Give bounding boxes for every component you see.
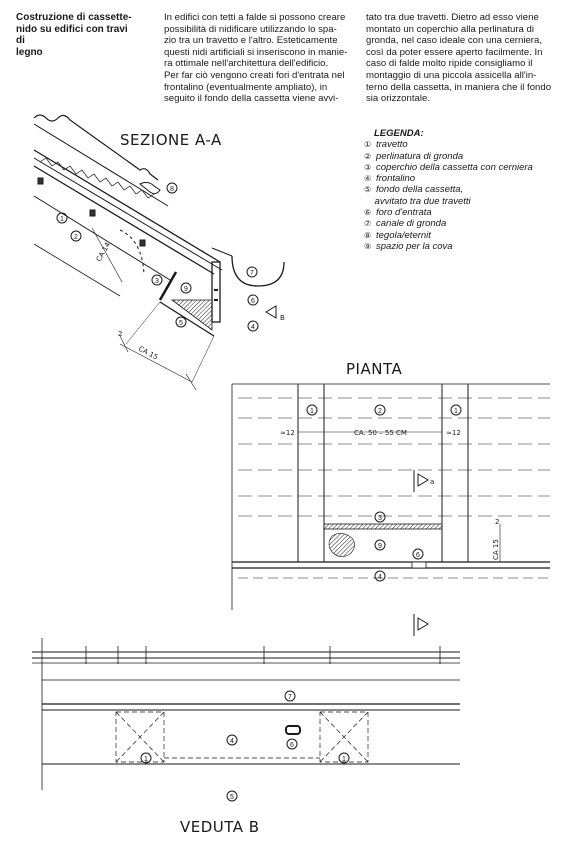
legend-number: ⑥ bbox=[364, 208, 372, 218]
plan-entrance bbox=[412, 562, 426, 568]
legend-number: ⑨ bbox=[364, 241, 372, 251]
text-line: zio tra un travetto e l'altro. Esteticamente bbox=[164, 35, 338, 47]
section-arrow-a-bottom bbox=[418, 618, 428, 630]
text-line: gronda, nel caso ideale con una cerniera, bbox=[366, 35, 543, 47]
legend-number: ⑧ bbox=[364, 230, 372, 240]
text-line: montaggio di una piccola assicella all'in- bbox=[366, 69, 537, 81]
view-marker-5: 5 bbox=[230, 794, 234, 801]
marker-9: 9 bbox=[184, 286, 188, 293]
section-drawing bbox=[34, 115, 285, 390]
dim-mid: CA. 50 – 55 CM bbox=[354, 429, 407, 437]
plan-drawing bbox=[232, 360, 550, 636]
legend-text: foro d'entrata bbox=[376, 207, 432, 219]
text-line: sia orizzontale. bbox=[366, 93, 430, 105]
text-line: ra ottimale nell'architettura dell'edificio. bbox=[164, 58, 329, 70]
section-markers bbox=[57, 183, 258, 331]
legend-text: spazio per la cova bbox=[376, 240, 453, 252]
plan-section-a: a bbox=[430, 478, 435, 486]
text-line: questi nidi artificiali si inseriscono in manie- bbox=[164, 46, 348, 58]
plan-dim-2: 2 bbox=[495, 518, 500, 526]
plan-marker-3: 3 bbox=[378, 515, 382, 522]
heading-line: Costruzione di cassette- bbox=[16, 12, 132, 23]
legend-text: fondo della cassetta, avvitato tra due travetti bbox=[374, 184, 471, 207]
text-line: montato un coperchio alla perlinatura di bbox=[366, 23, 534, 35]
legend-text: frontalino bbox=[376, 173, 416, 185]
legend-number: ④ bbox=[364, 174, 372, 184]
plan-dim-ca15: CA 15 bbox=[492, 539, 500, 560]
gutter bbox=[232, 256, 284, 286]
legend-number: ⑦ bbox=[364, 219, 372, 229]
view-entrance bbox=[286, 726, 300, 734]
dim-ca15: CA 15 bbox=[137, 344, 160, 362]
marker-5: 5 bbox=[179, 320, 183, 327]
view-marker-1b: 1 bbox=[342, 756, 346, 763]
marker-6: 6 bbox=[251, 298, 255, 305]
marker-4: 4 bbox=[251, 324, 255, 331]
heading-line: nido su edifici con travi di bbox=[16, 23, 128, 46]
dim-ca14: CA 14 bbox=[94, 240, 113, 263]
dashed-arc bbox=[120, 230, 144, 274]
plan-marker-1a: 1 bbox=[310, 408, 314, 415]
text-line: possibilità di nidificare utilizzando lo spa- bbox=[164, 23, 337, 35]
legend-number: ② bbox=[364, 151, 372, 161]
plan-nest bbox=[329, 533, 355, 556]
view-markers bbox=[141, 691, 349, 801]
legend-number: ⑤ bbox=[364, 185, 372, 195]
text-line: caso di falde molto ripide consigliamo il bbox=[366, 58, 533, 70]
legend-text: canale di gronda bbox=[376, 218, 447, 230]
text-line: Per far ciò vengono creati fori d'entrata nel bbox=[164, 69, 345, 81]
legend-number: ① bbox=[364, 140, 372, 150]
view-marker-7: 7 bbox=[288, 694, 292, 701]
plan-marker-9: 9 bbox=[378, 543, 382, 550]
plan-marker-1b: 1 bbox=[454, 408, 458, 415]
text-line: In edifici con tetti a falde si possono creare bbox=[164, 12, 346, 23]
plan-title: PIANTA bbox=[346, 360, 403, 378]
legend-text: coperchio della cassetta con cerniera bbox=[376, 161, 533, 173]
marker-8: 8 bbox=[170, 186, 174, 193]
dim-right: ≈12 bbox=[446, 429, 461, 437]
section-label-b: B bbox=[280, 314, 285, 322]
view-marker-1a: 1 bbox=[144, 756, 148, 763]
front-board bbox=[212, 262, 220, 322]
view-marker-4: 4 bbox=[230, 738, 234, 745]
plan-lid bbox=[324, 524, 442, 529]
text-line: frontalino (eventualmente ampliato), in bbox=[164, 81, 328, 93]
section-arrow-b bbox=[266, 306, 276, 318]
text-line: tato tra due travetti. Dietro ad esso viene bbox=[366, 12, 539, 23]
plan-marker-4: 4 bbox=[378, 574, 382, 581]
view-marker-6: 6 bbox=[290, 742, 294, 749]
view-title: VEDUTA B bbox=[180, 818, 260, 836]
text-line: così da poter essere aperto facilmente. In bbox=[366, 46, 543, 58]
text-line: seguito il fondo della cassetta viene avvi- bbox=[164, 93, 339, 105]
marker-3: 3 bbox=[155, 278, 159, 285]
legend-title: LEGENDA: bbox=[374, 128, 424, 139]
rafter-lower bbox=[34, 196, 170, 280]
legend-text: perlinatura di gronda bbox=[376, 150, 464, 162]
marker-1: 1 bbox=[60, 216, 64, 223]
text-line: terno della cassetta, in maniera che il fondo bbox=[366, 81, 552, 93]
marker-2: 2 bbox=[74, 234, 78, 241]
view-drawing bbox=[32, 638, 460, 836]
marker-7: 7 bbox=[250, 270, 254, 277]
legend-text: travetto bbox=[376, 139, 408, 151]
legend-text: tegola/eternit bbox=[376, 229, 431, 241]
plan-marker-6: 6 bbox=[416, 552, 420, 559]
tile-8-detail bbox=[140, 182, 160, 193]
box-lid bbox=[160, 272, 176, 300]
legend-number: ③ bbox=[364, 162, 372, 172]
dim-2: 2 bbox=[118, 330, 123, 338]
heading-line: legno bbox=[16, 46, 43, 58]
dim-left: ≈12 bbox=[280, 429, 295, 437]
plan-marker-2: 2 bbox=[378, 408, 382, 415]
section-title: SEZIONE A-A bbox=[120, 131, 222, 149]
section-arrow-a-top bbox=[418, 474, 428, 486]
